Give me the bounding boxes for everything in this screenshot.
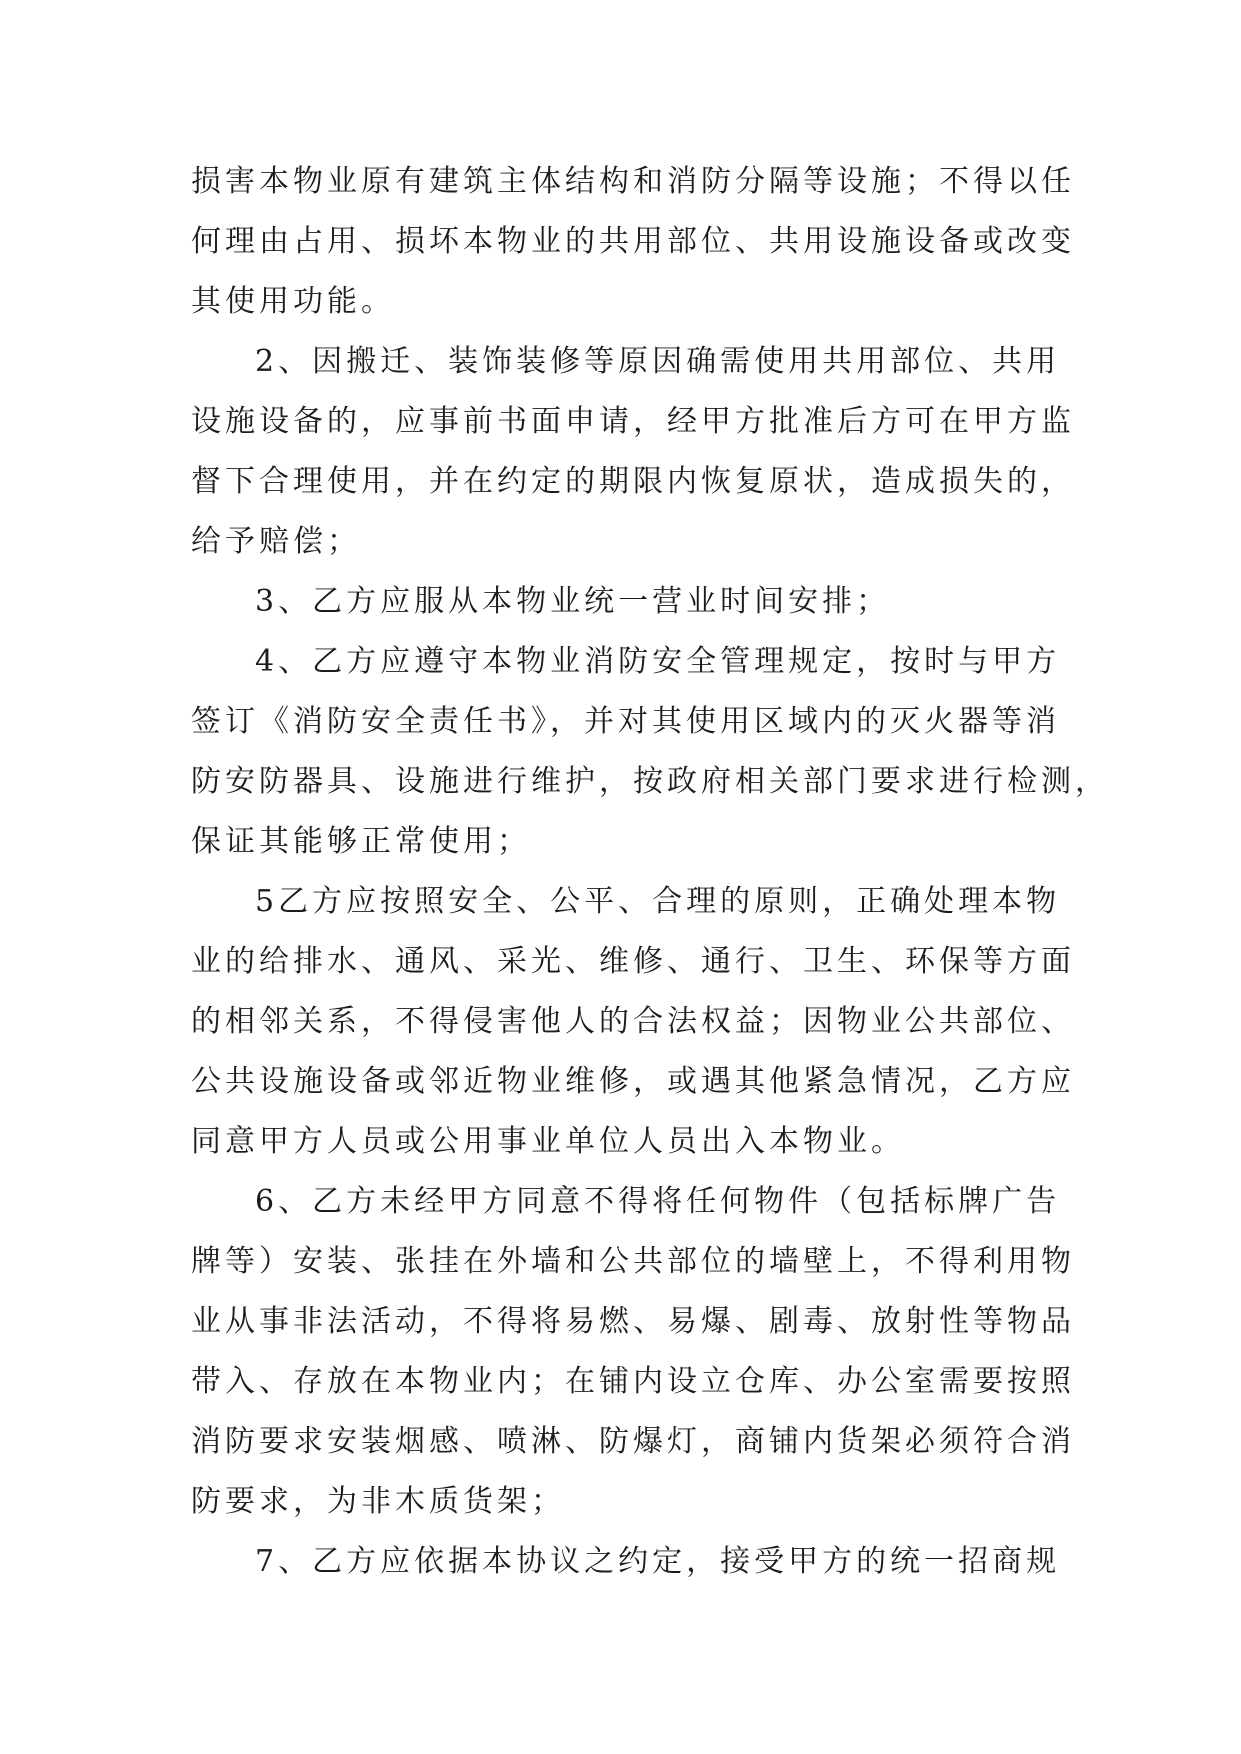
text-line: 消防要求安装烟感、喷淋、防爆灯，商铺内货架必须符合消	[191, 1424, 1075, 1459]
paragraph-2-line: 2、因搬迁、装饰装修等原因确需使用共用部位、共用	[255, 344, 1061, 379]
paragraph-7-line: 7、乙方应依据本协议之约定，接受甲方的统一招商规	[255, 1544, 1061, 1579]
text-line: 带入、存放在本物业内；在铺内设立仓库、办公室需要按照	[191, 1364, 1075, 1399]
text-line: 保证其能够正常使用；	[191, 824, 531, 859]
text-line: 督下合理使用，并在约定的期限内恢复原状，造成损失的，	[191, 464, 1075, 499]
text-line: 业从事非法活动，不得将易燃、易爆、剧毒、放射性等物品	[191, 1304, 1075, 1339]
text-line: 牌等）安装、张挂在外墙和公共部位的墙壁上，不得利用物	[191, 1244, 1075, 1279]
text-line: 设施设备的，应事前书面申请，经甲方批准后方可在甲方监	[191, 404, 1075, 439]
text-line: 公共设施设备或邻近物业维修，或遇其他紧急情况，乙方应	[191, 1064, 1075, 1099]
document-body	[191, 152, 1109, 1592]
paragraph-3-line: 3、乙方应服从本物业统一营业时间安排；	[255, 584, 891, 619]
paragraph-6-line: 6、乙方未经甲方同意不得将任何物件（包括标牌广告	[255, 1184, 1061, 1219]
text-line: 防安防器具、设施进行维护，按政府相关部门要求进行检测，	[191, 764, 1109, 799]
text-line: 同意甲方人员或公用事业单位人员出入本物业。	[191, 1124, 905, 1159]
text-line: 业的给排水、通风、采光、维修、通行、卫生、环保等方面	[191, 944, 1075, 979]
text-line: 损害本物业原有建筑主体结构和消防分隔等设施；不得以任	[191, 164, 1075, 199]
text-line: 签订《消防安全责任书》，并对其使用区域内的灭火器等消	[191, 704, 1060, 739]
paragraph-5-line: 5乙方应按照安全、公平、合理的原则，正确处理本物	[255, 884, 1061, 919]
text-line: 的相邻关系，不得侵害他人的合法权益；因物业公共部位、	[191, 1004, 1075, 1039]
text-line: 何理由占用、损坏本物业的共用部位、共用设施设备或改变	[191, 224, 1075, 259]
text-line: 给予赔偿；	[191, 524, 361, 559]
text-line: 防要求，为非木质货架；	[191, 1484, 565, 1519]
text-line: 其使用功能。	[191, 284, 395, 319]
paragraph-4-line: 4、乙方应遵守本物业消防安全管理规定，按时与甲方	[255, 644, 1061, 679]
